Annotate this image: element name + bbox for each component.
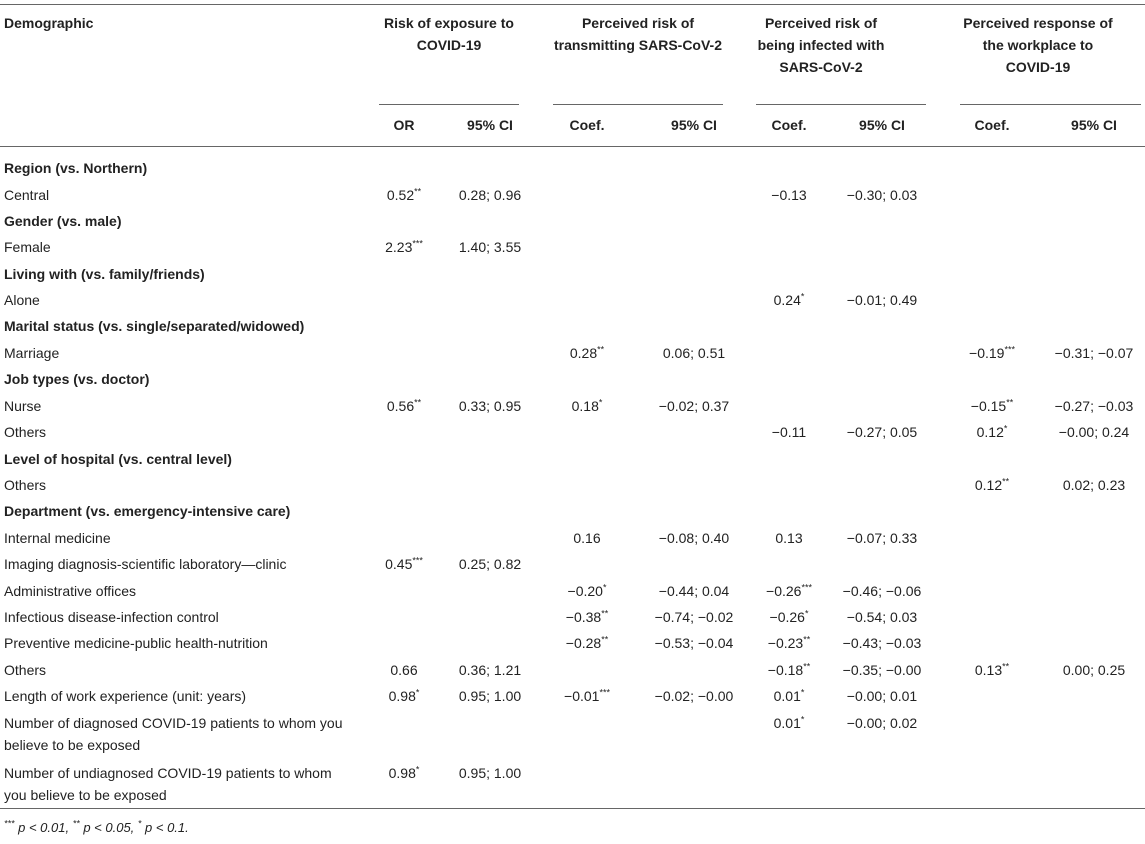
footnote: [4, 820, 189, 835]
significance-marker: *: [804, 608, 809, 619]
cell-value: 0.01: [773, 688, 801, 704]
cell-value: 0.95; 1.00: [458, 765, 522, 781]
subheader-2: Coef.: [569, 117, 605, 133]
table-cell: [435, 395, 545, 417]
cell-value: −0.02; 0.37: [658, 398, 730, 414]
cell-value: −0.19: [969, 345, 1005, 361]
cell-value: −0.54; 0.03: [846, 609, 918, 625]
cell-value: −0.18: [767, 662, 804, 678]
significance-marker: *: [598, 397, 603, 408]
row-label: Infectious disease-infection control: [4, 609, 219, 625]
table-cell: [639, 580, 749, 602]
row-label: Administrative offices: [4, 583, 137, 599]
cell-value: −0.30; 0.03: [846, 187, 918, 203]
row-label: Number of undiagnosed COVID-19 patients to whom you believe to be exposed: [4, 765, 332, 803]
significance-marker: *: [800, 687, 805, 698]
cell-value: −0.53; −0.04: [654, 635, 734, 651]
cell-value: −0.28: [565, 635, 602, 651]
group-rule-1: [379, 104, 519, 105]
cell-value: −0.46; −0.06: [842, 583, 922, 599]
cell-value: 0.98: [388, 688, 416, 704]
cell-value: −0.15: [970, 398, 1007, 414]
row-label: Nurse: [4, 398, 42, 414]
table-cell: [937, 659, 1047, 681]
group-rule-4: [960, 104, 1141, 105]
section-heading: Job types (vs. doctor): [4, 371, 150, 387]
cell-value: −0.13: [771, 187, 807, 203]
cell-value: −0.07; 0.33: [846, 530, 918, 546]
table-cell: [827, 606, 937, 628]
row-label: Internal medicine: [4, 530, 111, 546]
cell-value: −0.26: [769, 609, 805, 625]
cell-value: −0.20: [567, 583, 603, 599]
row-label: Central: [4, 187, 50, 203]
subheader-4: Coef.: [771, 117, 807, 133]
significance-marker: *: [800, 714, 805, 725]
section-heading: Department (vs. emergency-intensive care): [4, 503, 291, 519]
table-cell: [937, 395, 1047, 417]
cell-value: −0.02; −0.00: [654, 688, 734, 704]
row-label: Imaging diagnosis-scientific laboratory—clinic: [4, 556, 287, 572]
table-cell: [639, 632, 749, 654]
group-rule-2: [553, 104, 723, 105]
cell-value: 0.28: [569, 345, 598, 361]
header-group-infected: Perceived risk of being infected with SARS-CoV-2: [757, 15, 885, 75]
cell-value: −0.00; 0.24: [1058, 424, 1130, 440]
significance-marker: **: [1002, 661, 1010, 672]
table-cell: [827, 184, 937, 206]
cell-value: −0.01: [564, 688, 600, 704]
table-cell: [937, 421, 1047, 443]
table-cell: [827, 289, 937, 311]
table-cell: [639, 342, 749, 364]
table-cell: [532, 685, 642, 707]
significance-marker: **: [803, 661, 811, 672]
row-label: Marriage: [4, 345, 60, 361]
table-cell: [435, 762, 545, 784]
significance-marker: *: [602, 582, 607, 593]
table-cell: [532, 342, 642, 364]
table-cell: [532, 395, 642, 417]
significance-marker: **: [601, 608, 609, 619]
table-cell: [827, 659, 937, 681]
significance-marker: **: [803, 634, 811, 645]
top-rule: [0, 4, 1145, 5]
cell-value: 0.56: [386, 398, 415, 414]
cell-value: 0.25; 0.82: [458, 556, 522, 572]
cell-value: 0.95; 1.00: [458, 688, 522, 704]
section-heading: Gender (vs. male): [4, 213, 122, 229]
header-group-workplace: Perceived response of the workplace to COVID-19: [963, 15, 1113, 75]
significance-marker: **: [414, 186, 422, 197]
table-cell: [827, 527, 937, 549]
cell-value: −0.27; −0.03: [1054, 398, 1134, 414]
significance-marker: **: [414, 397, 422, 408]
row-label: Length of work experience (unit: years): [4, 688, 247, 704]
cell-value: −0.00; 0.02: [846, 715, 918, 731]
table-cell: [435, 184, 545, 206]
row-label: Others: [4, 662, 47, 678]
significance-marker: ***: [801, 582, 812, 593]
cell-value: 0.33; 0.95: [458, 398, 522, 414]
significance-marker: *: [1003, 423, 1008, 434]
cell-value: −0.23: [767, 635, 804, 651]
significance-marker: ***: [1004, 344, 1015, 355]
table-cell: [435, 553, 545, 575]
cell-value: −0.31; −0.07: [1054, 345, 1134, 361]
bottom-rule: [0, 808, 1145, 809]
table-cell: [532, 527, 642, 549]
cell-value: 1.40; 3.55: [458, 239, 522, 255]
footnote-text: p < 0.05,: [79, 820, 138, 835]
row-label: Preventive medicine-public health-nutrition: [4, 635, 268, 651]
footnote-text: p < 0.01,: [14, 820, 73, 835]
significance-marker: *: [415, 764, 420, 775]
row-label: Number of diagnosed COVID-19 patients to whom you believe to be exposed: [4, 715, 343, 753]
section-heading: Level of hospital (vs. central level): [4, 451, 232, 467]
table-cell: [639, 606, 749, 628]
table-cell: [1039, 342, 1145, 364]
row-label: Others: [4, 424, 47, 440]
table-cell: [532, 580, 642, 602]
significance-marker: **: [597, 344, 605, 355]
subheader-1: 95% CI: [467, 117, 513, 133]
significance-marker: **: [1006, 397, 1014, 408]
cell-value: −0.35; −0.00: [842, 662, 922, 678]
table-cell: [435, 236, 545, 258]
footnote-marker: ***: [4, 818, 15, 829]
significance-marker: *: [415, 687, 420, 698]
cell-value: −0.44; 0.04: [658, 583, 730, 599]
subheader-5: 95% CI: [859, 117, 905, 133]
cell-value: 0.36; 1.21: [458, 662, 522, 678]
cell-value: 0.13: [775, 530, 803, 546]
table-cell: [827, 685, 937, 707]
cell-value: 0.16: [573, 530, 601, 546]
significance-marker: **: [601, 634, 609, 645]
row-label: Others: [4, 477, 47, 493]
row-label: Alone: [4, 292, 40, 308]
subheader-7: 95% CI: [1071, 117, 1117, 133]
cell-value: 0.01: [773, 715, 801, 731]
cell-value: 2.23: [385, 239, 413, 255]
footnote-text: p < 0.1.: [141, 820, 189, 835]
table-cell: [1039, 659, 1145, 681]
table-cell: [639, 685, 749, 707]
cell-value: −0.08; 0.40: [658, 530, 730, 546]
cell-value: 0.12: [976, 424, 1004, 440]
cell-value: −0.26: [766, 583, 802, 599]
cell-value: 0.02; 0.23: [1062, 477, 1126, 493]
header-group-transmitting: Perceived risk of transmitting SARS-CoV-2: [553, 15, 722, 53]
group-rule-3: [756, 104, 926, 105]
cell-value: −0.01; 0.49: [846, 292, 918, 308]
table-cell: [1039, 474, 1145, 496]
cell-value: 0.06; 0.51: [662, 345, 726, 361]
header-demographic: Demographic: [4, 15, 94, 31]
section-heading: Marital status (vs. single/separated/widowed): [4, 318, 305, 334]
significance-marker: **: [1002, 476, 1010, 487]
cell-value: 0.66: [390, 662, 418, 678]
table-cell: [532, 632, 642, 654]
table-cell: [827, 580, 937, 602]
table-cell: [639, 395, 749, 417]
cell-value: −0.74; −0.02: [654, 609, 734, 625]
table-cell: [937, 474, 1047, 496]
table-cell: [827, 632, 937, 654]
significance-marker: ***: [599, 687, 610, 698]
cell-value: 0.18: [571, 398, 599, 414]
footnote-marker: *: [137, 818, 142, 829]
cell-value: 0.45: [385, 556, 413, 572]
row-label: Female: [4, 239, 51, 255]
table-cell: [532, 606, 642, 628]
cell-value: −0.00; 0.01: [846, 688, 918, 704]
header-group-exposure: Risk of exposure to COVID-19: [384, 15, 514, 53]
cell-value: 0.28; 0.96: [458, 187, 522, 203]
table-cell: [435, 685, 545, 707]
table-cell: [435, 659, 545, 681]
cell-value: −0.43; −0.03: [842, 635, 922, 651]
table-cell: [1039, 421, 1145, 443]
subheader-6: Coef.: [974, 117, 1010, 133]
section-heading: Living with (vs. family/friends): [4, 266, 205, 282]
cell-value: −0.38: [565, 609, 602, 625]
cell-value: 0.98: [388, 765, 416, 781]
section-heading: Region (vs. Northern): [4, 160, 148, 176]
cell-value: 0.24: [773, 292, 801, 308]
significance-marker: *: [800, 291, 805, 302]
cell-value: 0.00; 0.25: [1062, 662, 1126, 678]
cell-value: 0.12: [974, 477, 1003, 493]
significance-marker: ***: [412, 555, 423, 566]
cell-value: −0.11: [771, 424, 807, 440]
footnote-marker: **: [72, 818, 80, 829]
table-cell: [937, 342, 1047, 364]
header-bottom-rule: [0, 146, 1145, 147]
significance-marker: ***: [412, 238, 423, 249]
cell-value: 0.52: [386, 187, 415, 203]
table-cell: [639, 527, 749, 549]
subheader-0: OR: [393, 117, 415, 133]
cell-value: 0.13: [974, 662, 1003, 678]
table-cell: [827, 712, 937, 734]
subheader-3: 95% CI: [671, 117, 717, 133]
table-cell: [827, 421, 937, 443]
cell-value: −0.27; 0.05: [846, 424, 918, 440]
table-cell: [1039, 395, 1145, 417]
